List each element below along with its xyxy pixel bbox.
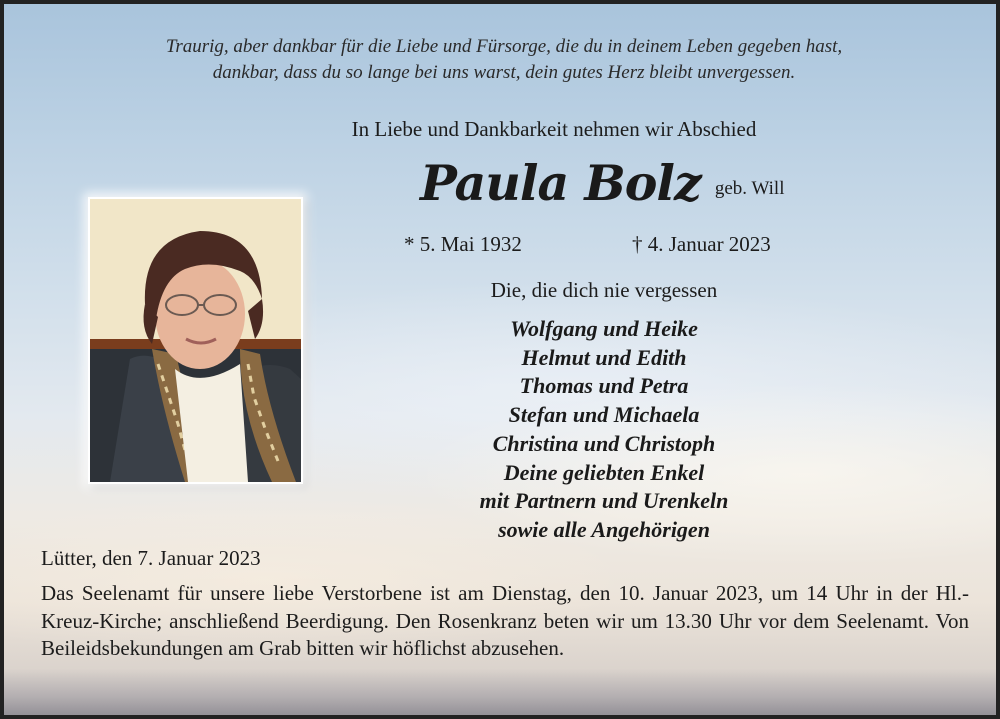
mourner-line: Deine geliebten Enkel: [503, 459, 705, 485]
mourner-line: Stefan und Michaela: [508, 402, 700, 428]
mourner-line: mit Partnern und Urenkeln: [479, 488, 729, 514]
portrait-illustration: [90, 199, 301, 482]
portrait-image: [90, 199, 301, 482]
memorial-verse: [4, 34, 1000, 86]
verse-line-1: Traurig, aber dankbar für die Liebe und Fürsorge, die du in deinem Leben gegeben hast,: [165, 36, 843, 57]
birth-date: * 5. Mai 1932: [404, 232, 522, 256]
death-date: † 4. Januar 2023: [632, 232, 771, 256]
mourner-line: sowie alle Angehörigen: [498, 516, 710, 542]
deceased-name: Paula Bolz: [420, 154, 701, 212]
verse-line-2: dankbar, dass du so lange bei uns warst, dein gutes Herz bleibt unvergessen.: [212, 62, 796, 83]
mourner-line: Thomas und Petra: [519, 373, 689, 399]
mourner-line: Christina und Christoph: [492, 430, 716, 456]
mourner-line: Helmut und Edith: [521, 344, 687, 370]
place-and-date: Lütter, den 7. Januar 2023: [41, 546, 261, 570]
portrait-photo: [88, 197, 303, 484]
name-line: [334, 154, 854, 212]
horizon-background: [4, 669, 996, 715]
mourners-list: [384, 315, 824, 545]
funeral-details: Das Seelenamt für unsere liebe Verstorbene ist am Dienstag, den 10. Januar 2023, um 14 Uhr in der Hl.-Kreuz-Kirche; anschließend Beerdigung. Den Rosenkranz beten wir um 13.30 Uhr vor dem Seelenamt. Von Beileidsbekundungen am Grab bitten wir höflichst abzusehen.: [41, 581, 969, 660]
mourners-intro: Die, die dich nie vergessen: [490, 278, 718, 302]
mourner-line: Wolfgang und Heike: [510, 316, 698, 341]
farewell-heading: In Liebe und Dankbarkeit nehmen wir Abschied: [351, 117, 757, 141]
maiden-name: geb. Will: [714, 178, 785, 199]
